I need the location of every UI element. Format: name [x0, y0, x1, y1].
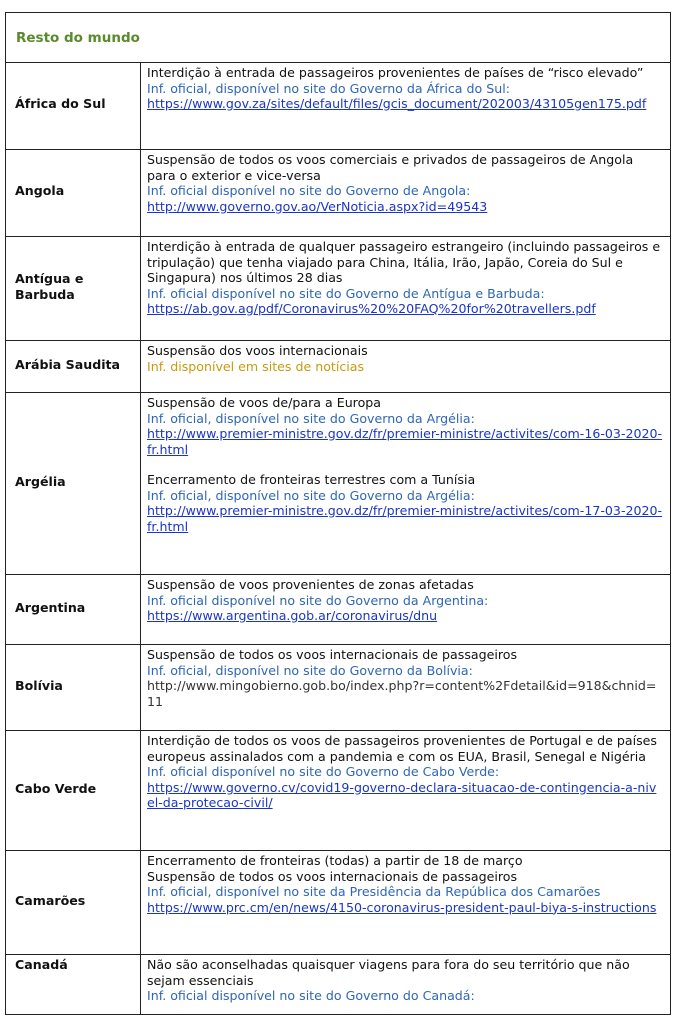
measures-cell	[141, 955, 671, 1015]
section-header	[5, 12, 671, 62]
source-link[interactable]: https://www.governo.cv/covid19-governo-declara-situacao-de-contingencia-a-nivel-da-protecao-civil/	[147, 779, 657, 810]
country-name: Cabo Verde	[6, 731, 141, 851]
country-name: Angola	[6, 150, 141, 237]
table-row	[6, 341, 671, 393]
source-link[interactable]: http://www.mingobierno.gob.bo/index.php?r=content%2Fdetail&id=918&chnid=11	[147, 678, 657, 709]
measure-text: Suspensão de voos provenientes de zonas afetadas	[147, 577, 474, 592]
measures-cell	[141, 341, 671, 393]
table-row	[6, 575, 671, 645]
measures-cell	[141, 63, 671, 150]
source-link[interactable]: http://www.governo.gov.ao/VerNoticia.aspx?id=49543	[147, 198, 488, 214]
measure-text: Encerramento de fronteiras (todas) a partir de 18 de março	[147, 853, 523, 868]
table-row	[6, 645, 671, 731]
country-name: Antígua e Barbuda	[6, 237, 141, 341]
measure-text: Encerramento de fronteiras terrestres com a Tunísia	[147, 472, 476, 487]
table-row	[6, 393, 671, 575]
country-name: África do Sul	[6, 63, 141, 150]
source-note: Inf. oficial disponível no site do Governo de Cabo Verde:	[147, 764, 500, 779]
measure-text: Suspensão de todos os voos comerciais e privados de passageiros de Angola para o exterior e vice-versa	[147, 152, 634, 183]
entry-gap	[147, 457, 664, 472]
source-note: Inf. oficial disponível no site do Governo de Antígua e Barbuda:	[147, 285, 545, 301]
country-name: Canadá	[6, 955, 141, 1015]
measure-text: Interdição à entrada de passageiros provenientes de países de “risco elevado”	[147, 65, 644, 80]
country-name: Bolívia	[6, 645, 141, 731]
table-row	[6, 63, 671, 150]
country-name: Argélia	[6, 393, 141, 575]
country-name: Camarões	[6, 851, 141, 955]
country-name: Argentina	[6, 575, 141, 645]
source-note: Inf. oficial disponível no site do Governo da Argentina:	[147, 592, 489, 608]
measures-cell	[141, 575, 671, 645]
source-note: Inf. oficial disponível no site do Governo de Angola:	[147, 183, 471, 198]
source-note: Inf. oficial disponível no site do Governo do Canadá:	[147, 988, 475, 1003]
source-note: Inf. oficial, disponível no site da Presidência da República dos Camarões	[147, 884, 601, 899]
measures-cell	[141, 731, 671, 851]
document-page	[5, 12, 671, 1015]
measures-cell	[141, 150, 671, 237]
source-link[interactable]: https://ab.gov.ag/pdf/Coronavirus%20%20FAQ%20for%20travellers.pdf	[147, 301, 596, 316]
measure-text: Suspensão dos voos internacionais	[147, 343, 368, 358]
table-row	[6, 851, 671, 955]
source-link[interactable]: https://www.gov.za/sites/default/files/gcis_document/202003/43105gen175.pdf	[147, 96, 647, 111]
measure-text: Não são aconselhadas quaisquer viagens para fora do seu território que não sejam essenciais	[147, 957, 630, 988]
section-title: Resto do mundo	[16, 29, 140, 46]
measure-text: Suspensão de todos os voos internacionais de passageiros	[147, 647, 518, 662]
source-link[interactable]: https://www.prc.cm/en/news/4150-coronavirus-president-paul-biya-s-instructions	[147, 899, 657, 915]
source-note: Inf. oficial, disponível no site do Governo da África do Sul:	[147, 80, 510, 96]
measures-cell	[141, 393, 671, 575]
table-row	[6, 955, 671, 1015]
source-link[interactable]: http://www.premier-ministre.gov.dz/fr/premier-ministre/activites/com-17-03-2020-fr.html	[147, 503, 663, 534]
source-link[interactable]: https://www.argentina.gob.ar/coronavirus/dnu	[147, 608, 438, 623]
table-row	[6, 150, 671, 237]
measure-text: Interdição à entrada de qualquer passageiro estrangeiro (incluindo passageiros e tripulação) que tenha viajado para China, Itália, Irão, Japão, Coreia do Sul e Singapura) nos últimos 28 dias	[147, 239, 661, 285]
source-link[interactable]: http://www.premier-ministre.gov.dz/fr/premier-ministre/activites/com-16-03-2020-fr.html	[147, 426, 663, 457]
source-note: Inf. oficial, disponível no site do Governo da Bolívia:	[147, 662, 473, 678]
measure-text: Suspensão de voos de/para a Europa	[147, 395, 381, 410]
measures-cell	[141, 237, 671, 341]
source-note: Inf. disponível em sites de notícias	[147, 358, 365, 374]
measure-text: Interdição de todos os voos de passageiros provenientes de Portugal e de países europeus assinalados com a pandemia e com os EUA, Brasil, Senegal e Nigéria	[147, 733, 657, 764]
measure-text: Suspensão de todos os voos internacionais de passageiros	[147, 868, 518, 884]
table-row	[6, 237, 671, 341]
measures-cell	[141, 851, 671, 955]
measures-cell	[141, 645, 671, 731]
source-note: Inf. oficial, disponível no site do Governo da Argélia:	[147, 487, 475, 503]
source-note: Inf. oficial, disponível no site do Governo da Argélia:	[147, 410, 475, 426]
table-row	[6, 731, 671, 851]
country-name: Arábia Saudita	[6, 341, 141, 393]
travel-restrictions-table	[5, 62, 671, 1015]
